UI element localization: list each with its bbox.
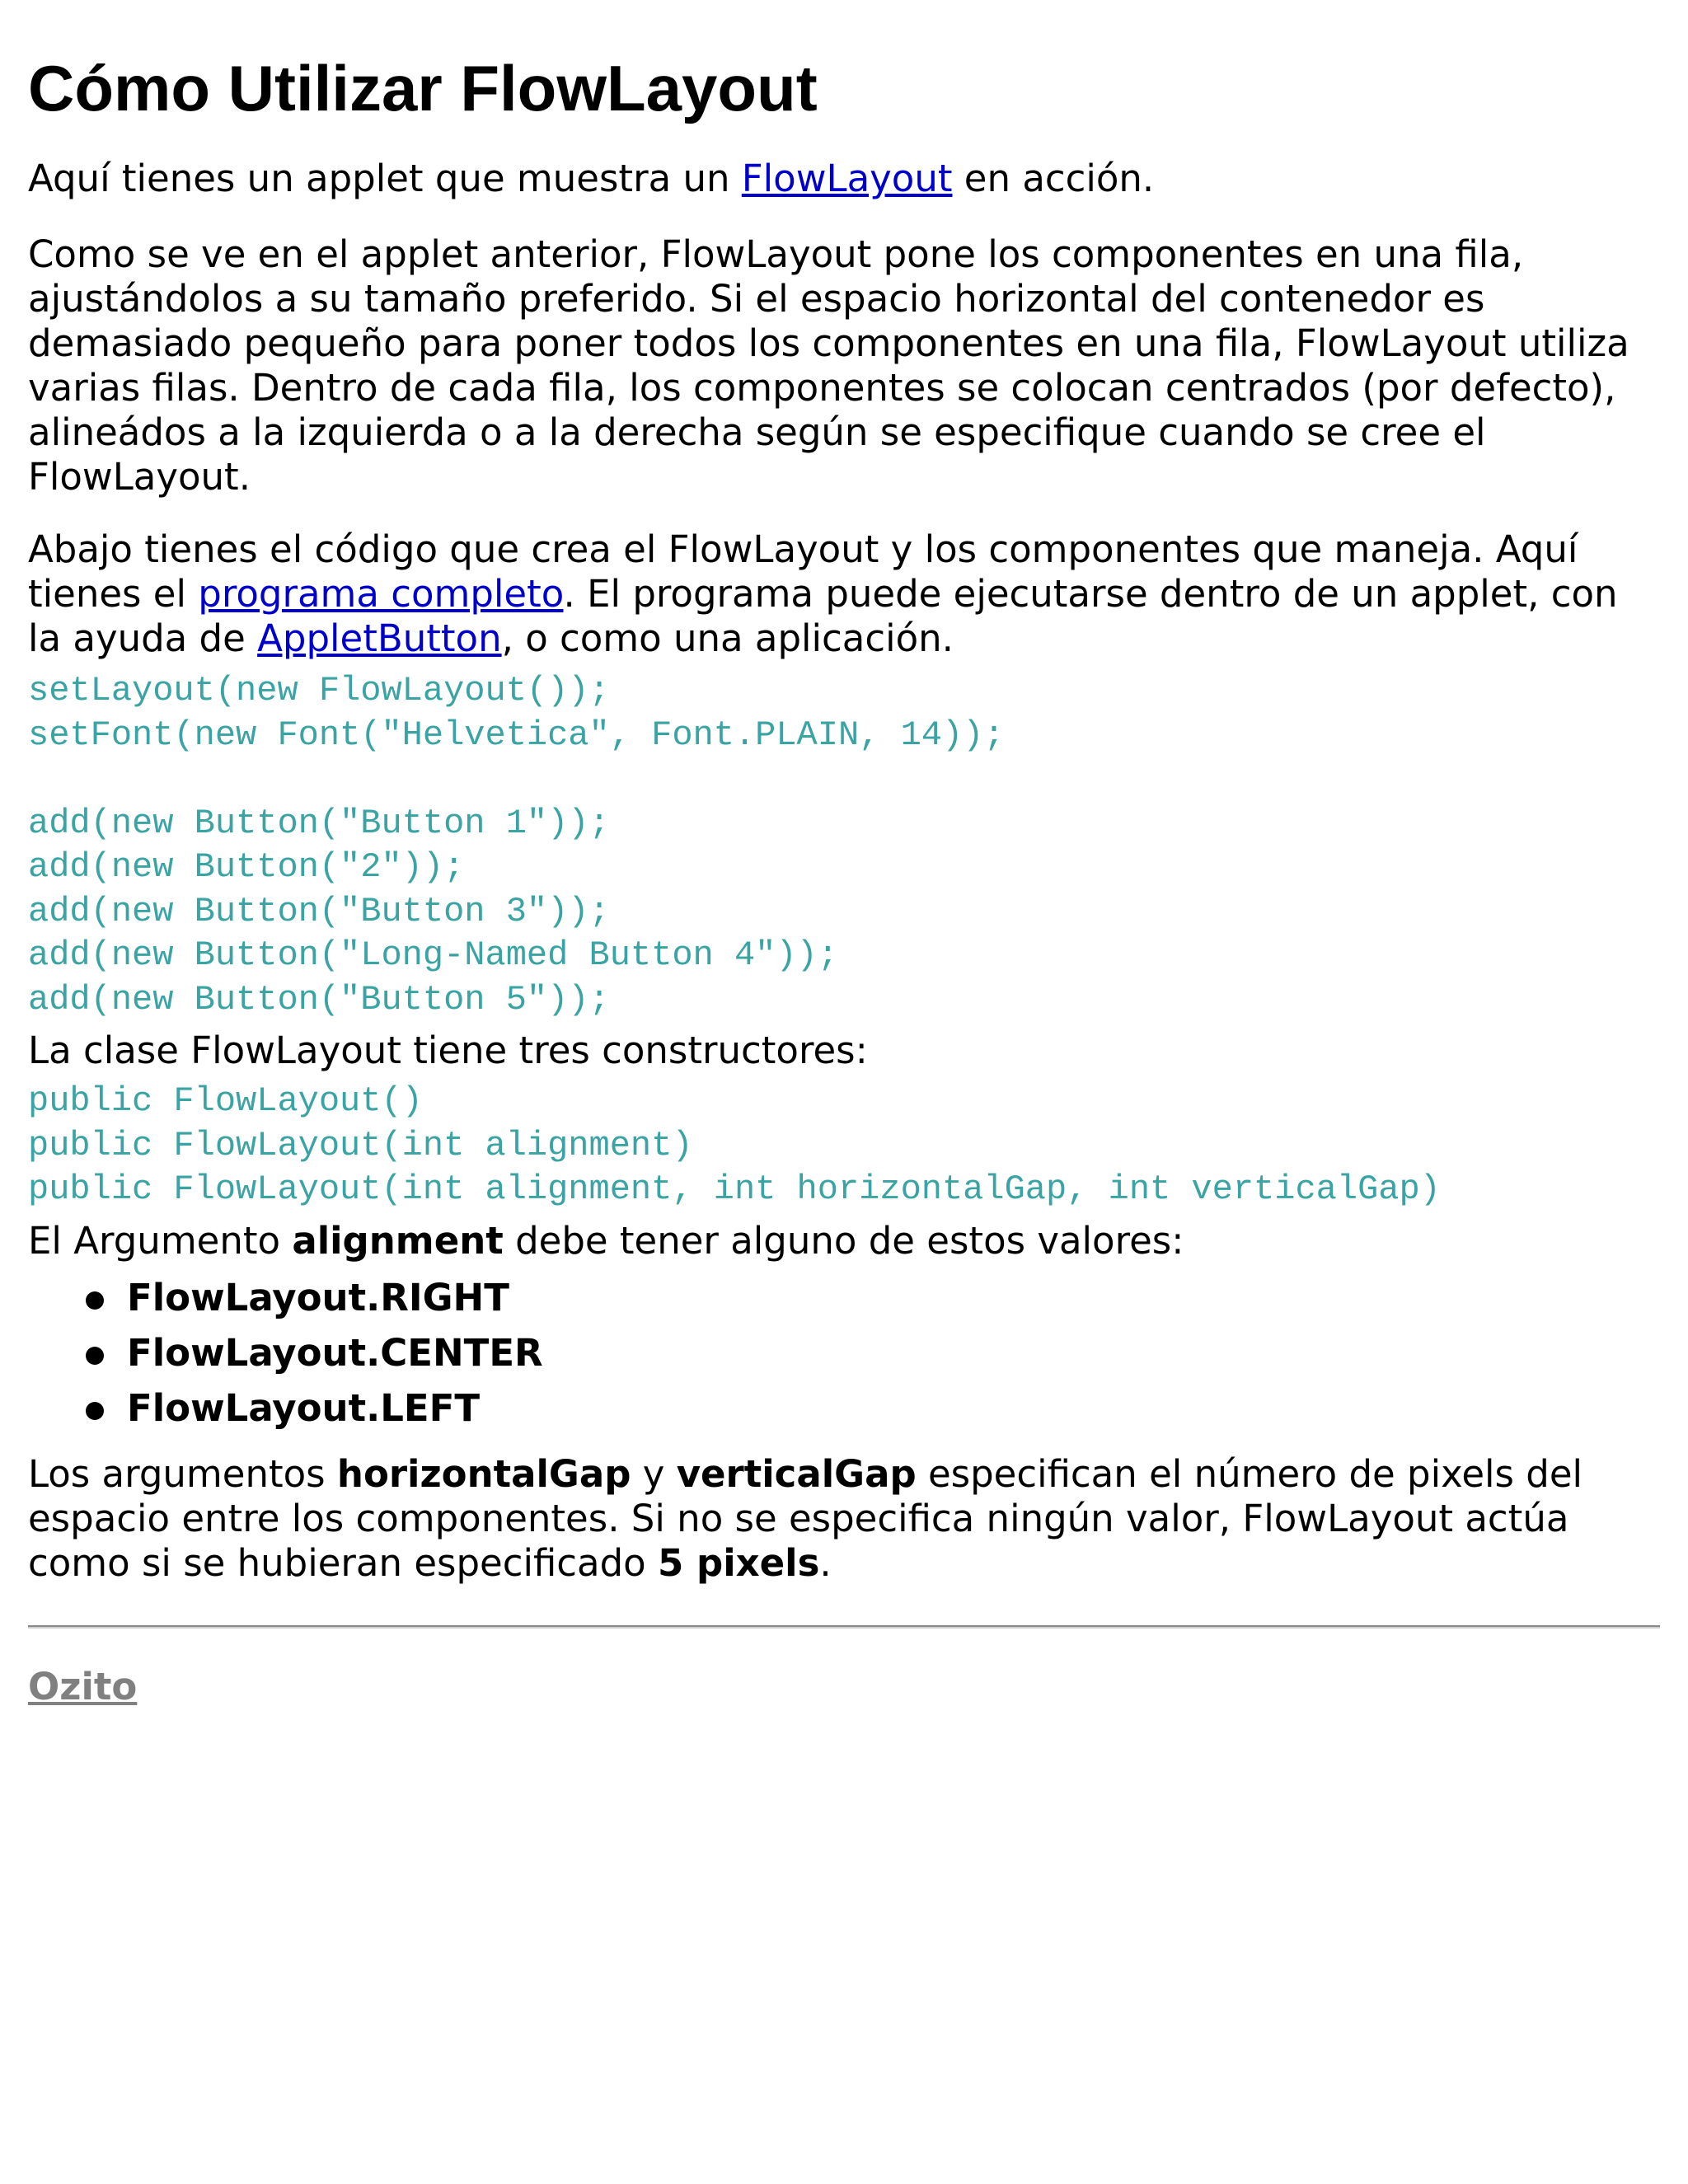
constructors-code-block: public FlowLayout() public FlowLayout(int alignment) public FlowLayout(int alignment, int horizontalGap, int verticalGap)	[28, 1081, 1441, 1209]
alignment-value-center: FlowLayout.CENTER	[127, 1330, 543, 1375]
bullet-icon	[86, 1347, 104, 1365]
sample-code-block: setLayout(new FlowLayout()); setFont(new Font("Helvetica", Font.PLAIN, 14)); add(new Button("Button 1")); add(new Button("2")); add(new Button("Button 3")); add(new Button("Long-Named Button 4")); add(new Button("Button 5"));	[28, 671, 1005, 1019]
bullet-icon	[86, 1402, 104, 1420]
horizontal-gap-term: horizontalGap	[336, 1451, 631, 1496]
alignment-text-before: El Argumento	[28, 1218, 293, 1263]
list-item	[28, 1380, 1660, 1436]
list-item	[28, 1270, 1660, 1325]
gaps-part3: especifican el número de pixels del espacio entre los componentes. Si no se especifica ningún valor, FlowLayout actúa como si se hubieran especificado	[28, 1451, 1583, 1585]
intro-text-before: Aquí tienes un applet que muestra un	[28, 157, 742, 200]
intro-paragraph	[28, 157, 1660, 201]
default-gap-term: 5 pixels	[658, 1540, 820, 1585]
ozito-link[interactable]: Ozito	[28, 1664, 138, 1708]
alignment-term: alignment	[292, 1218, 504, 1263]
horizontal-divider	[28, 1625, 1660, 1629]
code-intro-paragraph	[28, 527, 1660, 661]
gaps-paragraph	[28, 1452, 1660, 1586]
footer	[28, 1665, 1660, 1709]
alignment-values-list	[28, 1270, 1660, 1436]
alignment-value-right: FlowLayout.RIGHT	[127, 1275, 509, 1319]
code-intro-part2: . El programa puede ejecutarse dentro de un applet, con la ayuda de	[28, 572, 1618, 660]
document-page	[28, 0, 1660, 1709]
gaps-part4: .	[819, 1540, 832, 1585]
code-intro-part1: Abajo tienes el código que crea el FlowLayout y los componentes que maneja. Aquí tienes el	[28, 527, 1578, 616]
vertical-gap-term: verticalGap	[676, 1451, 917, 1496]
gaps-part2: y	[631, 1451, 677, 1496]
appletbutton-link[interactable]: AppletButton	[257, 616, 502, 660]
code-intro-part3: , o como una aplicación.	[501, 616, 954, 660]
flowlayout-link[interactable]: FlowLayout	[741, 157, 953, 200]
constructors-intro: La clase FlowLayout tiene tres constructores:	[28, 1029, 868, 1072]
alignment-paragraph	[28, 1219, 1660, 1263]
gaps-part1: Los argumentos	[28, 1451, 337, 1496]
intro-text-after: en acción.	[952, 157, 1155, 200]
list-item	[28, 1325, 1660, 1380]
description-paragraph: Como se ve en el applet anterior, FlowLayout pone los componentes en una fila, ajustándolos a su tamaño preferido. Si el espacio horizontal del contenedor es demasiado pequeño para poner todos los componentes en una fila, FlowLayout utiliza varias filas. Dentro de cada fila, los componentes se colocan centrados (por defecto), alineádos a la izquierda o a la derecha según se especifique cuando se cree el FlowLayout.	[28, 232, 1629, 499]
page-title: Cómo Utilizar FlowLayout	[28, 52, 818, 124]
alignment-value-left: FlowLayout.LEFT	[127, 1385, 481, 1430]
bullet-icon	[86, 1291, 104, 1310]
alignment-text-after: debe tener alguno de estos valores:	[503, 1218, 1184, 1263]
full-program-link[interactable]: programa completo	[198, 572, 564, 616]
